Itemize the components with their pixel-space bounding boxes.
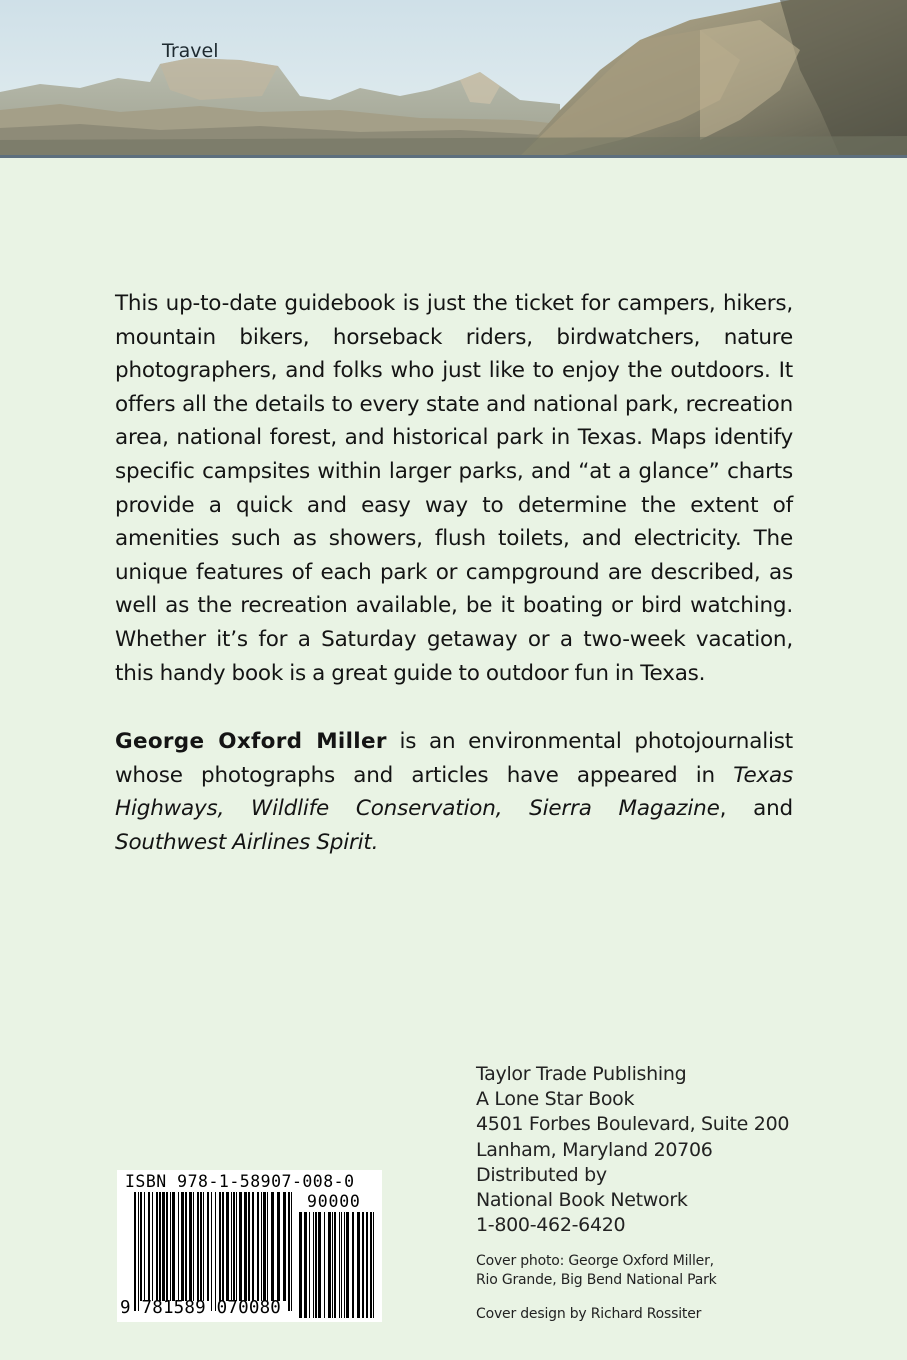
publisher-address-street: 4501 Forbes Boulevard, Suite 200 (476, 1113, 790, 1136)
publication-3: Southwest Airlines Spirit. (115, 829, 379, 855)
bio-connector: , and (719, 796, 793, 822)
publisher-name: Taylor Trade Publishing (476, 1063, 687, 1085)
header-photo (0, 0, 907, 158)
canyon-landscape-image (0, 0, 907, 156)
photo-credit (476, 1252, 717, 1290)
author-name: George Oxford Miller (115, 729, 387, 754)
publication-1: Texas Highways, (115, 762, 794, 822)
ean-number: 9 781589 070080 (120, 1298, 282, 1318)
publisher-info (476, 1062, 789, 1238)
design-credit: Cover design by Richard Rossiter (476, 1306, 702, 1322)
category-label: Travel (162, 40, 219, 62)
distributed-by: Distributed by (476, 1163, 607, 1186)
author-bio (115, 725, 793, 859)
isbn-barcode (117, 1170, 382, 1322)
distributor-name: National Book Network (476, 1189, 688, 1212)
bio-text: is an environmental photojournalist whose photographs and articles have appeared in (115, 729, 793, 788)
imprint: A Lone Star Book (476, 1088, 635, 1111)
isbn-number: ISBN 978-1-58907-008-0 (125, 1172, 355, 1191)
book-description (115, 287, 793, 690)
photo-credit-line-2: Rio Grande, Big Bend National Park (476, 1272, 717, 1288)
publication-2: Wildlife Conservation, Sierra Magazine (251, 796, 720, 822)
distributor-phone: 1-800-462-6420 (476, 1214, 626, 1237)
description-text: This up-to-date guidebook is just the ticket for campers, hikers, mountain bikers, horseback riders, birdwatchers, nature photographers, and folks who just like to enjoy the outdoors. It offers all the details to every state and national park, recreation area, national forest, and historical park in Texas. Maps identify specific campsites within larger parks, and “at a glance” charts provide a quick and easy way to determine the extent of amenities such as showers, flush toilets, and electricity. The unique features of each park or campground are described, as well as the recreation available, be it boating or bird watching. Whether it’s for a Saturday getaway or a two-week vacation, this handy book is a great guide to outdoor fun in Texas. (115, 291, 793, 686)
price-addon: 90000 (307, 1192, 361, 1211)
publisher-address-city: Lanham, Maryland 20706 (476, 1138, 713, 1161)
photo-credit-line-1: Cover photo: George Oxford Miller, (476, 1253, 714, 1269)
banner-divider (0, 155, 907, 158)
